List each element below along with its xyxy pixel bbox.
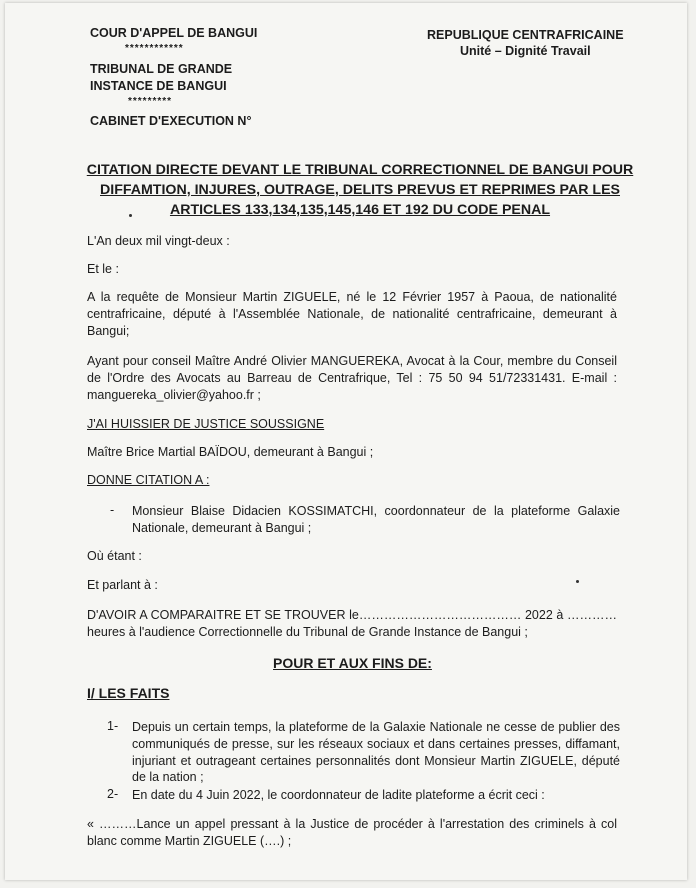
requete-paragraph: A la requête de Monsieur Martin ZIGUELE, né le 12 Février 1957 à Paoua, de nationalité centrafricaine, député à l'Assemblée Nationale, de nationalité centrafricaine, demeurant à Bangui; xyxy=(87,290,617,338)
republic-name: REPUBLIQUE CENTRAFRICAINE xyxy=(427,28,624,42)
parlant-line: Et parlant à : xyxy=(87,578,158,592)
court-name: COUR D'APPEL DE BANGUI xyxy=(90,26,258,40)
item-text-1: Depuis un certain temps, la plateforme de la Galaxie Nationale ne cesse de publier des communiqués de presse, sur les réseaux sociaux et dans certaines presses, diffamant, injuriant et outrageant certaines personnalités dont Monsieur Martin ZIGUELE, député de la nation ; xyxy=(132,720,620,785)
title-line-2: DIFFAMTION, INJURES, OUTRAGE, DELITS PREVUS ET REPRIMES PAR LES xyxy=(100,182,620,198)
separator-stars: ************ xyxy=(125,43,184,54)
national-motto: Unité – Dignité Travail xyxy=(460,44,591,58)
faits-heading: I/ LES FAITS xyxy=(87,685,170,701)
separator-stars: ********* xyxy=(128,96,173,107)
quote-paragraph: « ………Lance un appel pressant à la Justice de procéder à l'arrestation des criminels à col blanc comme Martin ZIGUELE (….) ; xyxy=(87,817,617,848)
title-line-1: CITATION DIRECTE DEVANT LE TRIBUNAL CORRECTIONNEL DE BANGUI POUR xyxy=(86,162,634,178)
item-number-1: 1- xyxy=(107,719,119,733)
item-number-2: 2- xyxy=(107,787,119,801)
conseil-paragraph: Ayant pour conseil Maître André Olivier MANGUEREKA, Avocat à la Cour, membre du Conseil de l'Ordre des Avocats au Barreau de Centrafrique, Tel : 75 50 94 51/72331431. E-mail : manguereka_olivier@yahoo.fr ; xyxy=(87,354,617,402)
pour-fins-heading: POUR ET AUX FINS DE: xyxy=(273,655,432,671)
speck-mark xyxy=(129,214,132,217)
document-title xyxy=(75,160,645,220)
speck-mark xyxy=(576,580,579,583)
item-text-2: En date du 4 Juin 2022, le coordonnateur de ladite plateforme a écrit ceci : xyxy=(132,788,545,802)
et-le-line: Et le : xyxy=(87,262,119,276)
tribunal-line-2: INSTANCE DE BANGUI xyxy=(90,79,227,93)
comparaitre-paragraph: D'AVOIR A COMPARAITRE ET SE TROUVER le………………………………… 2022 à …………heures à l'audience Correctionnelle du Tribunal de Grande Instance de Bangui ; xyxy=(87,608,617,639)
bullet-dash: - xyxy=(110,503,115,517)
huissier-name: Maître Brice Martial BAÏDOU, demeurant à Bangui ; xyxy=(87,445,374,459)
tribunal-line-1: TRIBUNAL DE GRANDE xyxy=(90,62,233,76)
date-line: L'An deux mil vingt-deux : xyxy=(87,234,230,248)
donne-citation-heading: DONNE CITATION A : xyxy=(87,473,210,487)
document-page xyxy=(5,3,687,880)
ou-etant-line: Où étant : xyxy=(87,549,142,563)
cabinet-execution: CABINET D'EXECUTION N° xyxy=(90,114,252,128)
defendant-paragraph: Monsieur Blaise Didacien KOSSIMATCHI, coordonnateur de la plateforme Galaxie Nationale, demeurant à Bangui ; xyxy=(132,504,620,535)
title-line-3: ARTICLES 133,134,135,145,146 ET 192 DU CODE PENAL xyxy=(169,202,551,218)
huissier-heading: J'AI HUISSIER DE JUSTICE SOUSSIGNE xyxy=(87,417,325,431)
